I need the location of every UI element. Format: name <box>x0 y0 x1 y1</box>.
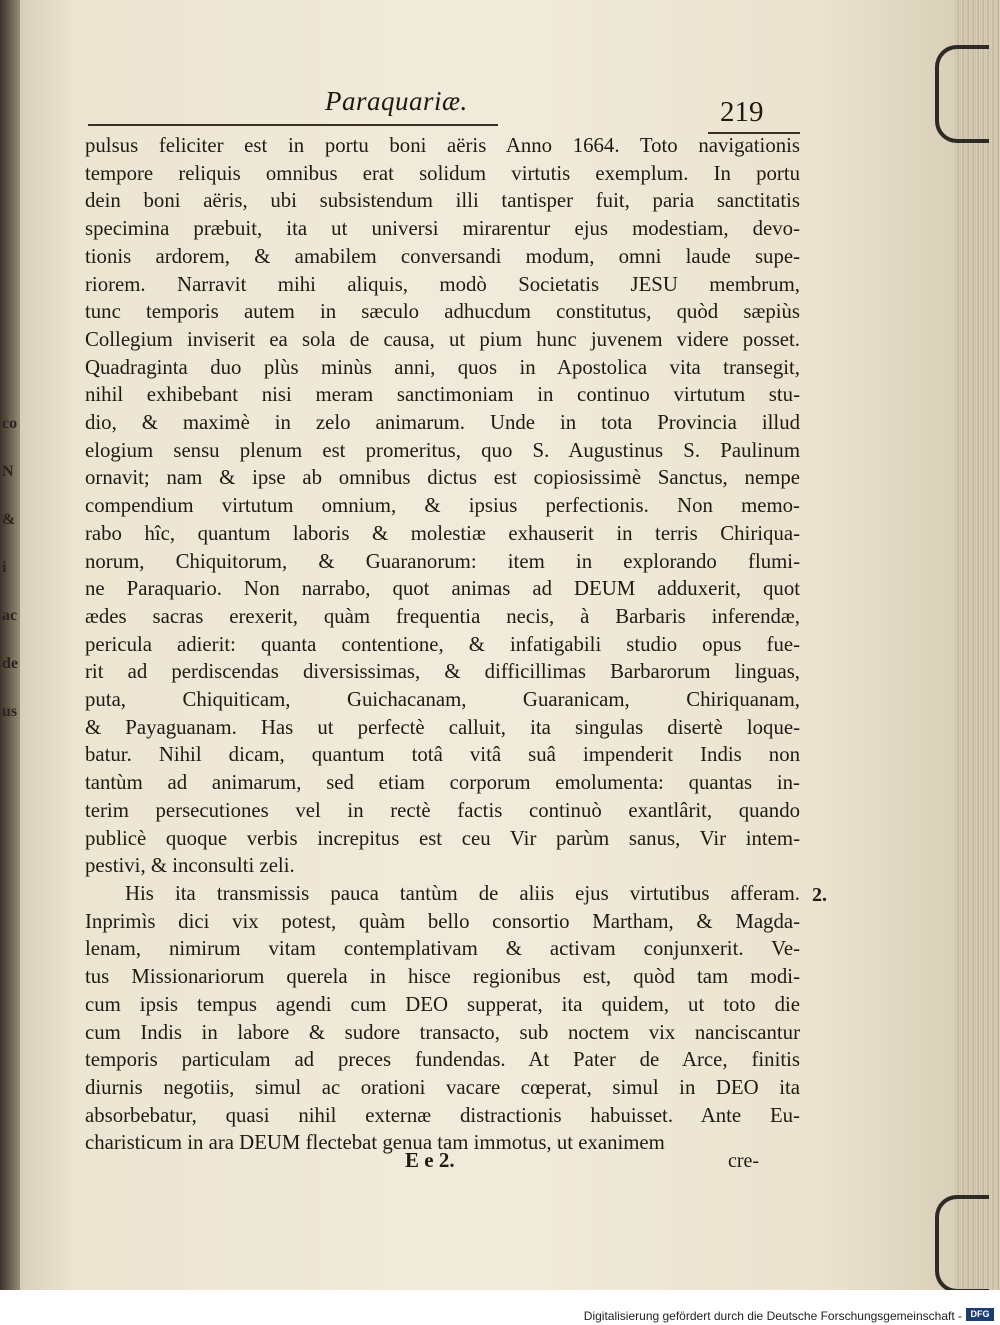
header-rule-left <box>88 124 498 126</box>
text-line: cum Indis in labore & sudore transacto, sub noctem vix nanciscantur <box>85 1020 800 1044</box>
text-line: puta, Chiquiticam, Guichacanam, Guaranicam, Chiriquanam, <box>85 688 800 712</box>
text-line: cum ipsis tempus agendi cum DEO supperat, ita quidem, ut toto die <box>85 992 800 1016</box>
text-line: pulsus feliciter est in portu boni aëris Anno 1664. Toto navigationis <box>85 134 800 157</box>
text-line: diurnis negotiis, simul ac orationi vacare cœperat, simul in DEO ita <box>85 1075 800 1099</box>
text-line: tionis ardorem, & amabilem conversandi modum, omni laude supe- <box>85 244 800 268</box>
text-line: temporis particulam ad preces fundendas. At Pater de Arce, finitis <box>85 1048 800 1072</box>
text-line: tempore reliquis omnibus erat solidum virtutis exemplum. In portu <box>85 161 800 185</box>
text-line: elogium sensu plenum est promeritus, quo S. Augustinus S. Paulinum <box>85 438 800 462</box>
text-line: tunc temporis autem in sæculo adhucdum constitutus, quòd sæpiùs <box>85 300 800 324</box>
facing-page-fragment: ac <box>2 607 18 624</box>
text-line: rabo hîc, quantum laboris & molestiæ exhauserit in terris Chiriqua- <box>85 521 800 545</box>
facing-page-fragment: de <box>2 655 18 672</box>
text-line: compendium virtutum omnium, & ipsius perfectionis. Non memo- <box>85 494 800 518</box>
text-line: specimina præbuit, ita ut universi mirarentur ejus modestiam, devo- <box>85 217 800 241</box>
text-line: dein boni aëris, ubi subsistendum illi tantisper fuit, paria sanctitatis <box>85 189 800 213</box>
facing-page-fragment: co <box>2 415 18 432</box>
facing-page-fragments <box>2 400 18 736</box>
facing-page-fragment: N <box>2 463 14 480</box>
text-line: tantùm ad animarum, sed etiam corporum emolumenta: quantas in- <box>85 771 800 795</box>
page-number: 219 <box>720 96 764 128</box>
body-text <box>85 132 800 1157</box>
text-line: publicè quoque verbis increpitus est ceu Vir parùm sanus, Vir intem- <box>85 826 800 850</box>
text-line: Inprimìs dici vix potest, quàm bello consortio Martham, & Magda- <box>85 909 800 933</box>
top-clip-icon <box>935 45 989 143</box>
text-line: riorem. Narravit mihi aliquis, modò Societatis JESU membrum, <box>85 272 800 296</box>
dfg-logo-icon: DFG <box>966 1308 994 1321</box>
text-line: & Payaguanam. Has ut perfectè calluit, ita singulas disertè loque- <box>85 715 800 739</box>
text-line: His ita transmissis pauca tantùm de aliis ejus virtutibus afferam. <box>125 881 800 905</box>
text-line: nihil exhibebant nisi meram sanctimoniam in continuo virtutum stu- <box>85 383 800 407</box>
paragraph-2 <box>85 880 800 1157</box>
catchword: cre- <box>728 1150 760 1172</box>
text-line: lenam, nimirum vitam contemplativam & activam conjunxerit. Ve- <box>85 937 800 961</box>
text-line: rit ad perdiscendas diversissimas, & difficillimas Barbarorum linguas, <box>85 660 800 684</box>
signature-mark: E e 2. <box>405 1148 455 1172</box>
bottom-clip-icon <box>935 1195 989 1293</box>
facing-page-fragment: i <box>2 559 7 576</box>
text-line: norum, Chiquitorum, & Guaranorum: item in explorando flumi- <box>85 549 800 573</box>
text-line: tus Missionariorum querela in hisce regionibus est, quòd tam modi- <box>85 965 800 989</box>
text-line: dio, & maximè in zelo animarum. Unde in tota Provincia illud <box>85 411 800 435</box>
footer-credit: Digitalisierung gefördert durch die Deutsche Forschungsgemeinschaft - <box>583 1309 962 1323</box>
text-line: ne Paraquario. Non narrabo, quot animas ad DEUM adduxerit, quot <box>85 577 800 601</box>
facing-page-fragment: us <box>2 703 18 720</box>
text-line: terim persecutiones vel in rectè factis continuò exantlârit, quando <box>85 798 800 822</box>
text-line: Collegium inviserit ea sola de causa, ut pium hunc juvenem videre posset. <box>85 327 800 351</box>
text-line: pestivi, & inconsulti zeli. <box>85 854 295 878</box>
text-line: ornavit; nam & ipse ab omnibus dictus est copiosissimè Sanctus, nempe <box>85 466 800 490</box>
text-line: Quadraginta duo plùs minùs anni, quos in Apostolica vita transegit, <box>85 355 800 379</box>
text-line: absorbebatur, quasi nihil externæ distractionis habuisset. Ante Eu- <box>85 1103 800 1127</box>
paragraph-1 <box>85 132 800 880</box>
text-line: ædes sacras erexerit, quàm frequentia necis, à Barbaris inferendæ, <box>85 604 800 628</box>
text-line: pericula adierit: quanta contentione, & infatigabili studio opus fue- <box>85 632 800 656</box>
text-line: batur. Nihil dicam, quantum totâ vitâ suâ impenderit Indis non <box>85 743 800 767</box>
text-line: charisticum in ara DEUM flectebat genua tam immotus, ut exanimem <box>85 1131 665 1155</box>
page-stack-edge <box>955 0 1000 1290</box>
margin-number: 2. <box>812 884 827 906</box>
facing-page-fragment: & <box>2 511 16 528</box>
running-title: Paraquariæ. <box>325 86 468 116</box>
